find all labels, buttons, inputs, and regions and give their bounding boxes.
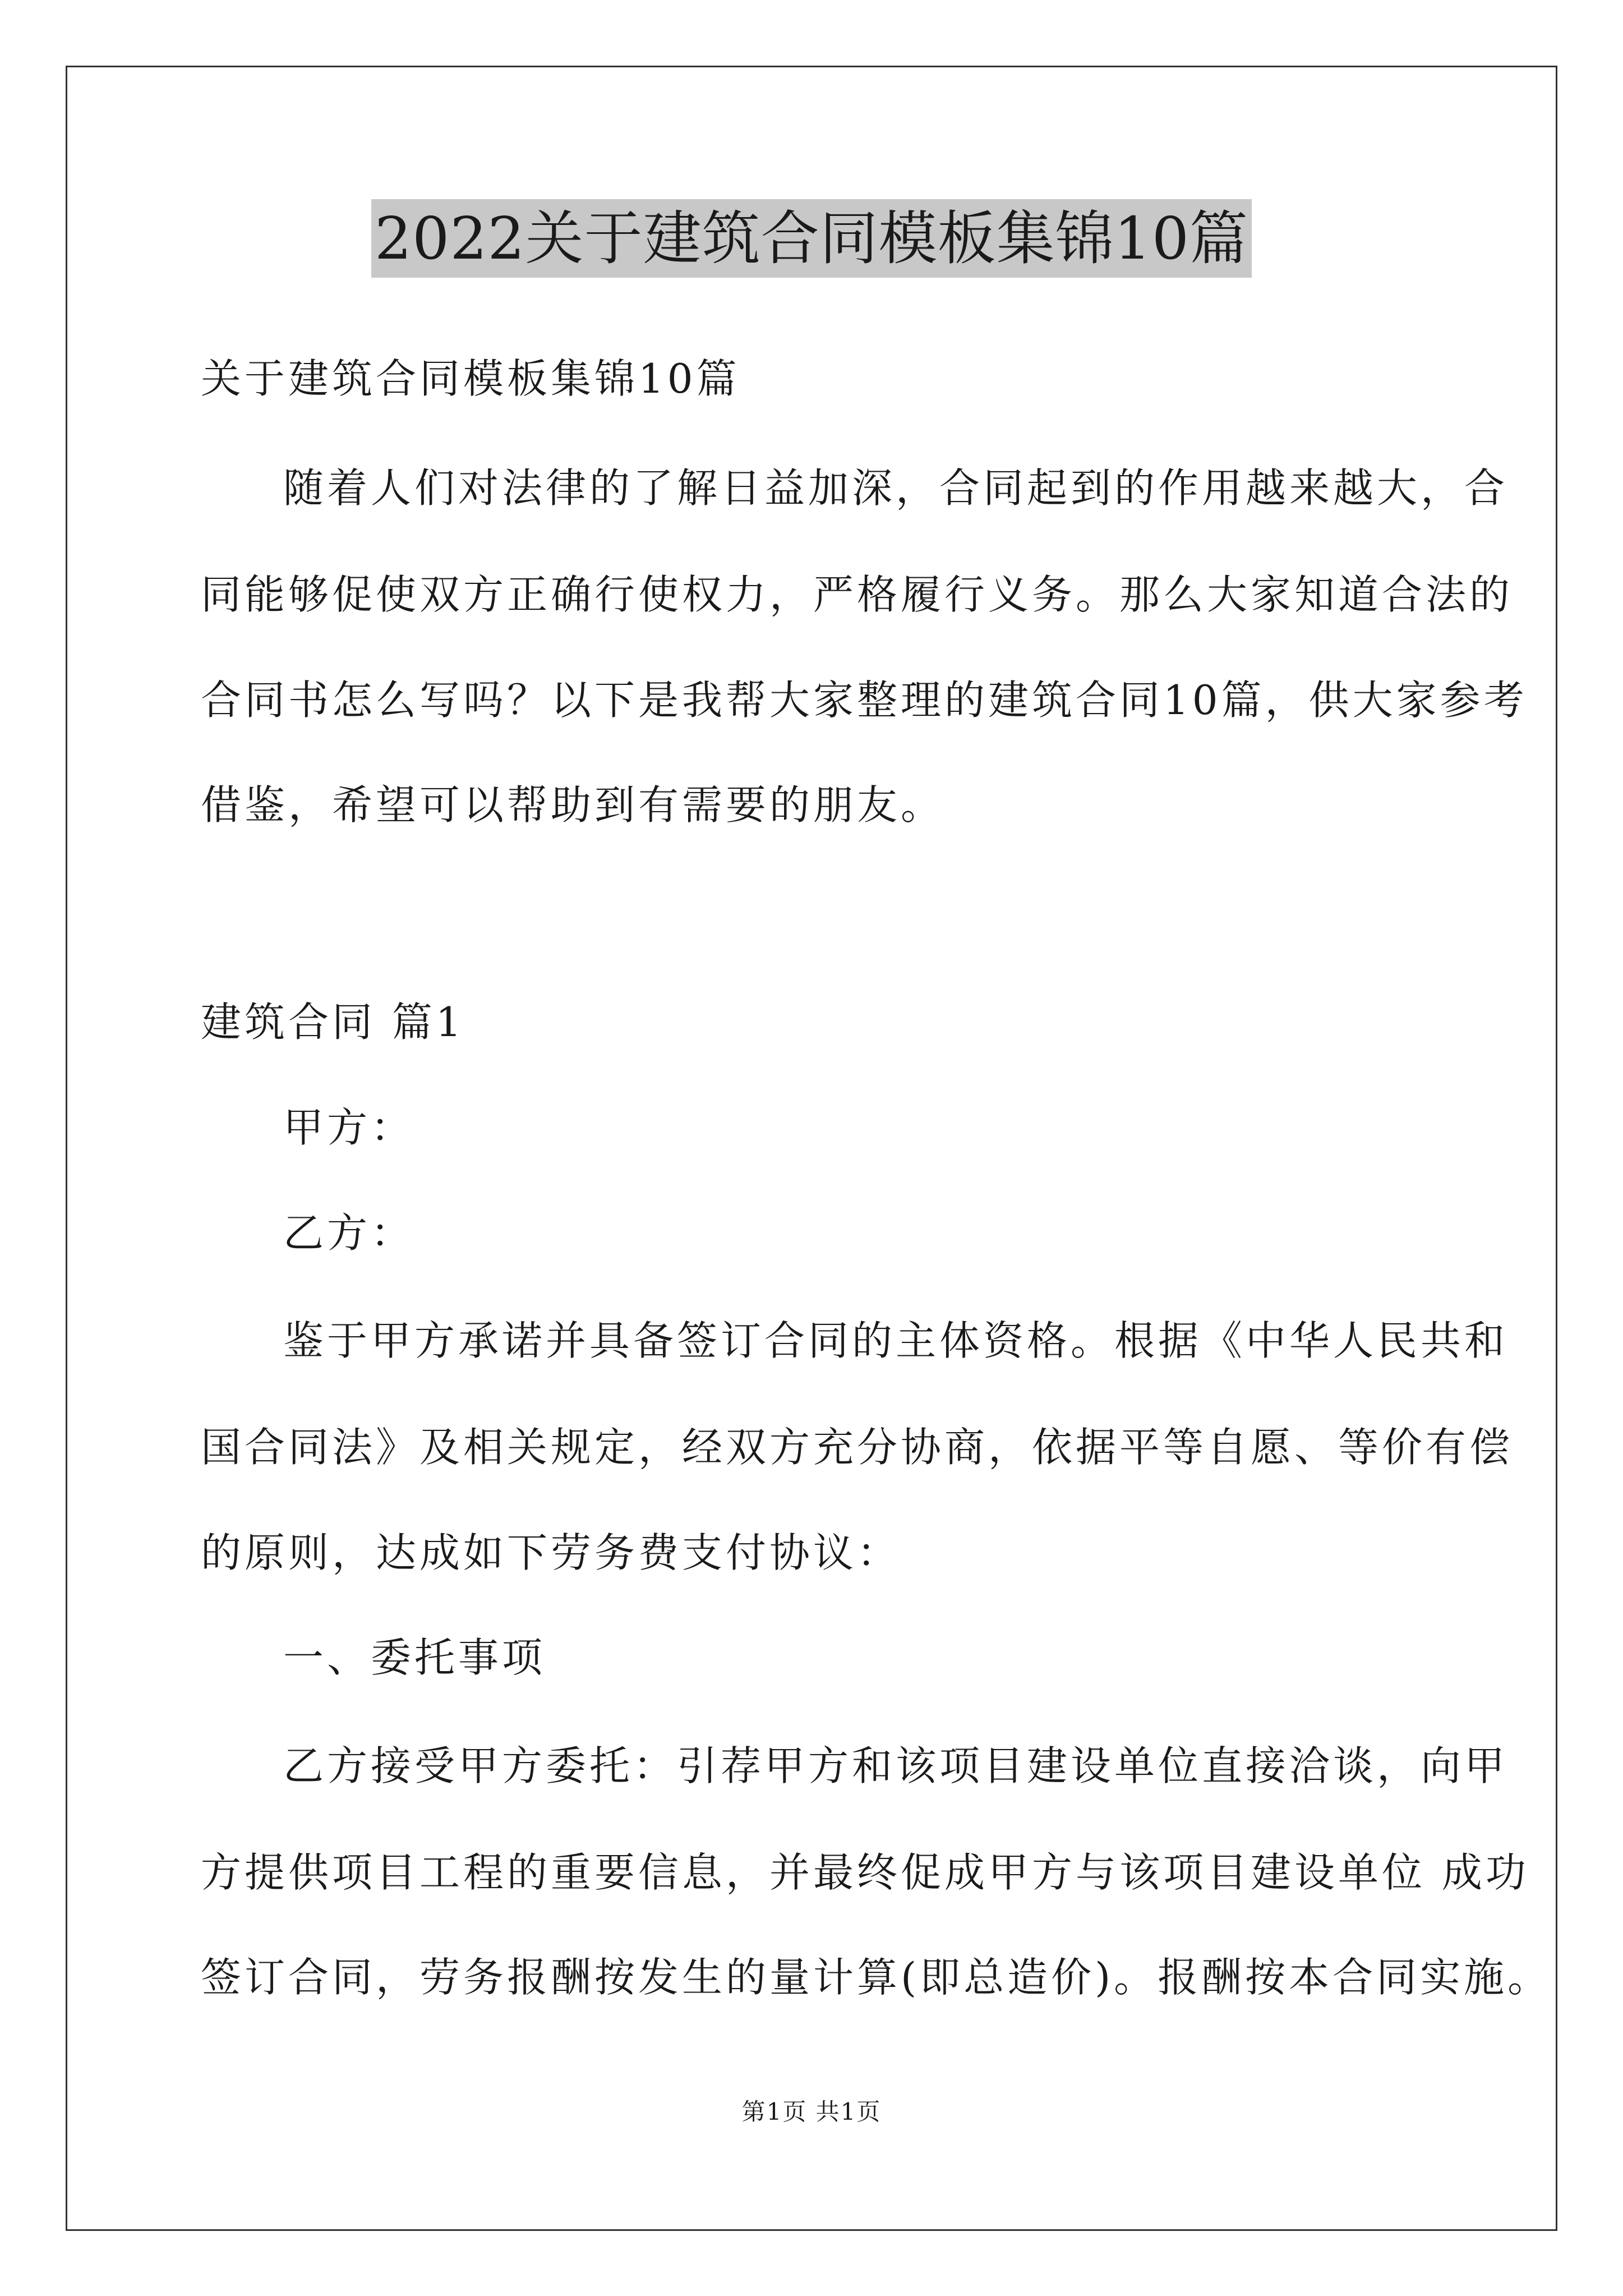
item-heading: 一、委托事项 <box>283 1634 546 1681</box>
party-a-label: 甲方： <box>283 1104 415 1151</box>
document-title: 2022关于建筑合同模板集锦10篇 <box>371 199 1252 278</box>
title-wrap <box>0 199 1623 278</box>
para2-line-3: 签订合同，劳务报酬按发生的量计算(即总造价)。报酬按本合同实施。 <box>201 1954 1552 2001</box>
para1-line-2: 国合同法》及相关规定，经双方充分协商，依据平等自愿、等价有偿 <box>201 1424 1514 1471</box>
intro-line-4: 借鉴，希望可以帮助到有需要的朋友。 <box>201 781 945 829</box>
party-b-label: 乙方： <box>283 1209 415 1257</box>
para1-line-1: 鉴于甲方承诺并具备签订合同的主体资格。根据《中华人民共和 <box>283 1317 1509 1364</box>
intro-line-1: 随着人们对法律的了解日益加深，合同起到的作用越来越大，合 <box>283 464 1509 512</box>
intro-line-2: 同能够促使双方正确行使权力，严格履行义务。那么大家知道合法的 <box>201 571 1514 618</box>
page-footer: 第1页 共1页 <box>741 2098 882 2125</box>
para1-line-3: 的原则，达成如下劳务费支付协议： <box>201 1529 901 1576</box>
para2-line-2: 方提供项目工程的重要信息，并最终促成甲方与该项目建设单位 成功 <box>201 1849 1529 1896</box>
document-subtitle: 关于建筑合同模板集锦10篇 <box>201 355 740 402</box>
intro-line-3: 合同书怎么写吗？以下是我帮大家整理的建筑合同10篇，供大家参考 <box>201 677 1528 724</box>
section-heading: 建筑合同 篇1 <box>201 999 465 1046</box>
para2-line-1: 乙方接受甲方委托：引荐甲方和该项目建设单位直接洽谈，向甲 <box>283 1742 1509 1789</box>
